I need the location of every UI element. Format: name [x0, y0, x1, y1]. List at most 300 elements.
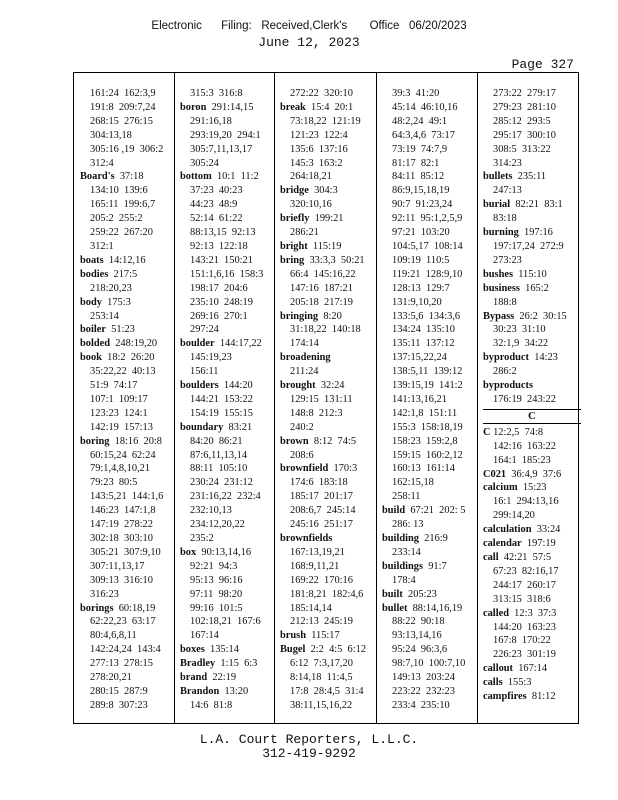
index-continuation: 134:10 139:6: [90, 185, 148, 197]
index-continuation: 95:24 96:3,6: [392, 644, 448, 656]
index-continuation: 52:14 61:22: [190, 213, 243, 225]
index-headword: body: [80, 296, 102, 308]
footer-phone: 312-419-9292: [262, 746, 356, 761]
index-headword: box: [180, 546, 197, 558]
index-page-refs: 165:2: [519, 282, 549, 294]
index-continuation: 158:23 159:2,8: [392, 435, 458, 447]
index-headword: bullets: [483, 171, 513, 183]
index-continuation: 102:18,21 167:6: [190, 616, 261, 628]
index-continuation: 253:14: [90, 310, 119, 322]
index-continuation: 272:22 320:10: [290, 88, 353, 99]
index-entry: [483, 379, 581, 393]
index-continuation: 268:15 276:15: [90, 115, 153, 127]
index-headword: broadening: [280, 352, 331, 364]
index-continuation: 92:13 122:18: [190, 240, 248, 252]
index-entry: [80, 602, 178, 616]
index-entry: [180, 337, 278, 351]
index-continuation: 312:1: [90, 240, 114, 252]
index-page-refs: 8:12 74:5: [308, 435, 357, 447]
index-continuation: 174:14: [290, 338, 319, 350]
index-headword: boring: [80, 435, 110, 447]
index-page-refs: 51:23: [105, 324, 135, 336]
index-continuation: 316:23: [90, 588, 119, 600]
index-continuation: 144:20 163:23: [493, 621, 556, 633]
index-continuation: 167:13,19,21: [290, 546, 345, 558]
index-column-1: [80, 87, 178, 713]
index-continuation: 286:21: [290, 227, 319, 239]
index-continuation: 235:2: [190, 533, 214, 544]
index-page-refs: 13:20: [219, 685, 249, 697]
index-continuation: 44:23 48:9: [190, 199, 238, 211]
index-entry: [382, 504, 480, 518]
index-page-refs: 291:14,15: [206, 101, 254, 113]
index-page-refs: 144:17,22: [214, 338, 262, 350]
index-continuation: 233:4 235:10: [392, 699, 450, 711]
index-entry: [280, 240, 378, 254]
index-entry: [483, 170, 581, 184]
index-continuation: 155:3 158:18,19: [392, 421, 463, 433]
index-page-refs: 10:1 11:2: [211, 171, 259, 183]
index-continuation: 169:22 170:16: [290, 574, 353, 586]
index-continuation: 142:19 157:13: [90, 421, 153, 433]
index-entry: [180, 379, 278, 393]
index-continuation: 98:7,10 100:7,10: [392, 658, 466, 670]
index-continuation: 315:3 316:8: [190, 88, 243, 99]
index-continuation: 235:10 248:19: [190, 296, 253, 308]
index-continuation: 67:23 82:16,17: [493, 565, 559, 577]
index-continuation: 161:24 162:3,9: [90, 88, 156, 99]
transcript-date: June 12, 2023: [258, 35, 360, 50]
index-entry: [80, 268, 178, 282]
index-continuation: 147:16 187:21: [290, 282, 353, 294]
index-continuation: 168:9,11,21: [290, 560, 340, 572]
index-continuation: 205:18 217:19: [290, 296, 353, 308]
index-continuation: 264:18,21: [290, 171, 332, 183]
index-headword: boiler: [80, 324, 106, 336]
index-continuation: 142:1,8 151:11: [392, 407, 458, 419]
index-headword: boxes: [180, 644, 205, 656]
index-continuation: 107:1 109:17: [90, 393, 148, 405]
index-page-refs: 235:11: [512, 171, 547, 183]
index-entry: [382, 532, 480, 546]
index-entry: [280, 184, 378, 198]
index-continuation: 123:23 124:1: [90, 407, 148, 419]
index-continuation: 79:23 80:5: [90, 477, 138, 489]
index-entry: [280, 212, 378, 226]
index-entry: [483, 523, 581, 537]
index-continuation: 139:15,19 141:2: [392, 380, 463, 392]
index-continuation: 84:20 86:21: [190, 435, 243, 447]
index-entry: [483, 268, 581, 282]
index-page-refs: 83:21: [223, 421, 253, 433]
index-continuation: 164:1 185:23: [493, 454, 551, 466]
index-continuation: 291:16,18: [190, 115, 232, 127]
index-continuation: 277:13 278:15: [90, 658, 153, 670]
index-continuation: 205:2 255:2: [90, 213, 143, 225]
index-continuation: 145:3 163:2: [290, 157, 343, 169]
index-headword: C: [483, 426, 491, 438]
index-continuation: 149:13 203:24: [392, 672, 455, 684]
index-continuation: 93:13,14,16: [392, 630, 442, 642]
index-entry: [280, 435, 378, 449]
index-continuation: 151:1,6,16 158:3: [190, 268, 264, 280]
index-continuation: 79:1,4,8,10,21: [90, 463, 151, 475]
index-entry: [280, 629, 378, 643]
index-continuation: 279:23 281:10: [493, 101, 556, 113]
index-page-refs: 115:17: [306, 630, 340, 642]
index-page-refs: 26:2 30:15: [514, 310, 567, 322]
index-page-refs: 217:5: [108, 268, 138, 280]
index-headword: bring: [280, 254, 305, 266]
index-continuation: 233:14: [392, 546, 421, 558]
index-entry: [483, 662, 581, 676]
index-entry: [180, 657, 278, 671]
index-continuation: 48:2,24 49:1: [392, 115, 448, 127]
index-continuation: 138:5,11 139:12: [392, 366, 463, 378]
index-continuation: 154:19 155:15: [190, 407, 253, 419]
index-continuation: 167:14: [190, 630, 219, 642]
index-headword: book: [80, 352, 102, 364]
index-entry: [382, 588, 480, 602]
index-page-refs: 32:24: [315, 380, 345, 392]
index-headword: briefly: [280, 213, 310, 225]
index-entry: [80, 170, 178, 184]
index-entry: [483, 537, 581, 551]
index-continuation: 143:5,21 144:1,6: [90, 491, 164, 503]
index-continuation: 295:17 300:10: [493, 129, 556, 141]
index-continuation: 313:15 318:6: [493, 593, 551, 605]
index-page-refs: 8:20: [318, 310, 342, 322]
index-continuation: 258:11: [392, 491, 421, 503]
filing-stamp: Electronic Filing: Received,Clerk's Office 06/20/2023: [151, 20, 467, 32]
index-continuation: 81:17 82:1: [392, 157, 440, 169]
index-continuation: 92:21 94:3: [190, 560, 238, 572]
index-headword: burning: [483, 227, 519, 239]
index-page-refs: 205:23: [402, 588, 437, 600]
index-continuation: 185:14,14: [290, 602, 332, 614]
index-continuation: 273:22 279:17: [493, 88, 556, 99]
index-continuation: 226:23 301:19: [493, 649, 556, 661]
index-entry: [483, 351, 581, 365]
index-headword: calls: [483, 677, 503, 689]
index-headword: call: [483, 552, 499, 563]
index-continuation: 131:9,10,20: [392, 296, 442, 308]
index-continuation: 17:8 28:4,5 31:4: [290, 685, 364, 697]
index-continuation: 88:11 105:10: [190, 463, 248, 475]
index-entry: [483, 676, 581, 690]
index-continuation: 137:15,22,24: [392, 352, 447, 364]
index-headword: called: [483, 607, 509, 619]
index-headword: Brandon: [180, 685, 220, 697]
index-page-refs: 248:19,20: [110, 338, 158, 350]
index-page-refs: 199:21: [309, 213, 344, 225]
index-continuation: 280:15 287:9: [90, 685, 148, 697]
index-continuation: 51:9 74:17: [90, 380, 138, 392]
index-continuation: 35:22,22 40:13: [90, 366, 156, 378]
index-continuation: 147:19 278:22: [90, 519, 153, 531]
index-continuation: 32:1,9 34:22: [493, 338, 549, 350]
index-page-refs: 167:14: [513, 663, 548, 675]
index-continuation: 309:13 316:10: [90, 574, 153, 586]
index-continuation: 73:19 74:7,9: [392, 143, 448, 155]
index-continuation: 297:24: [190, 324, 219, 336]
index-page-refs: 33:24: [531, 524, 561, 536]
index-continuation: 178:4: [392, 574, 416, 586]
index-continuation: 286:2: [493, 366, 517, 378]
index-continuation: 299:14,20: [493, 510, 535, 522]
index-continuation: 84:11 85:12: [392, 171, 445, 183]
index-entry: [280, 462, 378, 476]
index-continuation: 143:21 150:21: [190, 254, 253, 266]
index-page-refs: 12:2,5 74:8: [490, 426, 544, 438]
index-entry: [80, 351, 178, 365]
index-continuation: 6:12 7:3,17,20: [290, 658, 353, 670]
index-continuation: 8:14,18 11:4,5: [290, 672, 353, 684]
index-headword: byproducts: [483, 380, 534, 392]
index-headword: Bugel: [280, 644, 306, 656]
index-continuation: 90:7 91:23,24: [392, 199, 453, 211]
index-entry: [180, 685, 278, 699]
index-continuation: 88:22 90:18: [392, 616, 445, 628]
index-continuation: 86:9,15,18,19: [392, 185, 450, 197]
index-page-refs: 12:3 37:3: [508, 607, 557, 619]
index-continuation: 64:3,4,6 73:17: [392, 129, 455, 141]
index-entry: [280, 254, 378, 268]
index-continuation: 212:13 245:19: [290, 616, 353, 628]
index-headword: calendar: [483, 538, 522, 550]
index-continuation: 307:11,13,17: [90, 560, 145, 572]
index-page-refs: 18:16 20:8: [109, 435, 162, 447]
index-continuation: 148:8 212:3: [290, 407, 343, 419]
index-continuation: 73:18,22 121:19: [290, 115, 361, 127]
index-continuation: 305:7,11,13,17: [190, 143, 253, 155]
index-page-refs: 60:18,19: [113, 602, 156, 614]
index-continuation: 83:18: [493, 213, 517, 225]
index-page-refs: 22:19: [207, 672, 237, 684]
index-page-refs: 175:3: [101, 296, 131, 308]
index-page-refs: 155:3: [502, 677, 532, 689]
index-continuation: 302:18 303:10: [90, 533, 153, 544]
index-continuation: 142:16 163:22: [493, 440, 556, 452]
index-entry: [483, 282, 581, 296]
index-continuation: 45:14 46:10,16: [392, 101, 458, 113]
index-entry: [483, 426, 581, 440]
index-continuation: 285:12 293:5: [493, 115, 551, 127]
index-continuation: 308:5 313:22: [493, 143, 551, 155]
index-continuation: 88:13,15 92:13: [190, 227, 256, 239]
index-continuation: 245:16 251:17: [290, 519, 353, 531]
index-continuation: 244:17 260:17: [493, 579, 556, 591]
index-headword: bushes: [483, 268, 514, 280]
index-continuation: 247:13: [493, 185, 522, 197]
index-page-refs: 115:19: [307, 240, 342, 252]
index-continuation: 30:23 31:10: [493, 324, 546, 336]
index-headword: calculation: [483, 524, 532, 536]
index-entry: [80, 296, 178, 310]
index-continuation: 269:16 270:1: [190, 310, 248, 322]
index-headword: built: [382, 588, 403, 600]
index-continuation: 188:8: [493, 296, 517, 308]
index-continuation: 146:23 147:1,8: [90, 505, 156, 517]
index-entry: [483, 607, 581, 621]
index-column-3: [280, 87, 378, 713]
index-continuation: 87:6,11,13,14: [190, 449, 248, 461]
index-continuation: 230:24 231:12: [190, 477, 253, 489]
index-continuation: 234:12,20,22: [190, 519, 245, 531]
index-continuation: 109:19 110:5: [392, 254, 450, 266]
index-page-refs: 33:3,3 50:21: [304, 254, 365, 266]
index-continuation: 38:11,15,16,22: [290, 699, 353, 711]
index-headword: bolded: [80, 338, 111, 350]
index-headword: brand: [180, 672, 208, 684]
index-column-5: [483, 87, 581, 704]
index-continuation: 16:1 294:13,16: [493, 496, 559, 508]
index-entry: [280, 310, 378, 324]
index-headword: bottom: [180, 171, 212, 183]
index-continuation: 174:6 183:18: [290, 477, 348, 489]
index-continuation: 278:20,21: [90, 672, 132, 684]
index-headword: bodies: [80, 268, 109, 280]
footer-company: L.A. Court Reporters, L.L.C.: [199, 732, 419, 747]
index-entry: [180, 101, 278, 115]
index-continuation: 240:2: [290, 421, 314, 433]
index-continuation: 197:17,24 272:9: [493, 240, 564, 252]
index-continuation: 160:13 161:14: [392, 463, 455, 475]
index-entry: [483, 468, 581, 482]
index-headword: brown: [280, 435, 309, 447]
index-continuation: 176:19 243:22: [493, 393, 556, 405]
index-headword: bullet: [382, 602, 408, 614]
index-headword: Bradley: [180, 658, 216, 670]
index-headword: building: [382, 533, 419, 544]
index-continuation: 198:17 204:6: [190, 282, 248, 294]
index-headword: bringing: [280, 310, 319, 322]
index-continuation: 304:13,18: [90, 129, 132, 141]
index-continuation: 121:23 122:4: [290, 129, 348, 141]
index-continuation: 144:21 153:22: [190, 393, 253, 405]
index-entry: [483, 198, 581, 212]
index-continuation: 97:11 98:20: [190, 588, 243, 600]
index-page-refs: 170:3: [328, 463, 358, 475]
index-entry: [483, 310, 581, 324]
index-page-refs: 90:13,14,16: [196, 546, 252, 558]
index-entry: [280, 351, 378, 365]
index-page-refs: 37:18: [114, 171, 144, 183]
index-headword: bridge: [280, 185, 309, 197]
section-letter: C: [483, 409, 581, 424]
index-headword: boulders: [180, 380, 219, 392]
index-continuation: 208:6,7 245:14: [290, 505, 356, 517]
index-entry: [180, 546, 278, 560]
index-continuation: 211:24: [290, 366, 319, 378]
index-continuation: 142:24,24 143:4: [90, 644, 161, 656]
index-continuation: 273:23: [493, 254, 522, 266]
index-continuation: 39:3 41:20: [392, 88, 440, 99]
index-entry: [382, 560, 480, 574]
index-continuation: 191:8 209:7,24: [90, 101, 156, 113]
index-page-refs: 14:12,16: [103, 254, 146, 266]
index-entry: [483, 690, 581, 704]
index-entry: [483, 226, 581, 240]
index-headword: boulder: [180, 338, 215, 350]
index-continuation: 119:21 128:9,10: [392, 268, 463, 280]
index-headword: brought: [280, 380, 316, 392]
index-continuation: 31:18,22 140:18: [290, 324, 361, 336]
index-page-refs: 15:23: [517, 482, 547, 494]
index-continuation: 37:23 40:23: [190, 185, 243, 197]
index-continuation: 293:19,20 294:1: [190, 129, 261, 141]
index-continuation: 97:21 103:20: [392, 227, 450, 239]
index-continuation: 167:8 170:22: [493, 635, 551, 647]
index-page-refs: 18:2 26:20: [101, 352, 155, 364]
index-column-2: [180, 87, 278, 713]
index-continuation: 95:13 96:16: [190, 574, 243, 586]
index-continuation: 141:13,16,21: [392, 393, 447, 405]
index-headword: bright: [280, 240, 308, 252]
index-headword: brownfield: [280, 463, 329, 475]
index-entry: [483, 551, 581, 565]
index-continuation: 80:4,6,8,11: [90, 630, 137, 642]
index-headword: calcium: [483, 482, 518, 494]
index-entry: [483, 481, 581, 495]
index-continuation: 133:5,6 134:3,6: [392, 310, 461, 322]
index-headword: boats: [80, 254, 104, 266]
index-page-refs: 2:2 4:5 6:12: [305, 644, 367, 656]
index-continuation: 104:5,17 108:14: [392, 240, 463, 252]
index-entry: [180, 643, 278, 657]
index-continuation: 305:24: [190, 157, 219, 169]
index-headword: brush: [280, 630, 306, 642]
index-page-refs: 67:21 202: 5: [405, 505, 466, 517]
index-headword: boundary: [180, 421, 224, 433]
index-continuation: 259:22 267:20: [90, 227, 153, 239]
index-continuation: 223:22 232:23: [392, 685, 455, 697]
index-page-refs: 36:4,9 37:6: [506, 468, 562, 480]
index-page-refs: 135:14: [204, 644, 239, 656]
index-continuation: 232:10,13: [190, 505, 232, 517]
index-page-refs: 197:16: [518, 227, 553, 239]
index-page-refs: 82:21 83:1: [510, 199, 563, 211]
index-continuation: 99:16 101:5: [190, 602, 243, 614]
index-headword: brownfields: [280, 533, 333, 544]
index-continuation: 181:8,21 182:4,6: [290, 588, 364, 600]
index-page-refs: 197:19: [521, 538, 556, 550]
index-page-refs: 216:9: [418, 533, 448, 544]
index-page-refs: 144:20: [218, 380, 253, 392]
index-continuation: 162:15,18: [392, 477, 434, 489]
index-headword: build: [382, 505, 406, 517]
index-continuation: 286: 13: [392, 519, 424, 531]
index-continuation: 305:21 307:9,10: [90, 546, 161, 558]
index-headword: Board's: [80, 171, 115, 183]
index-headword: byproduct: [483, 352, 530, 364]
index-headword: borings: [80, 602, 114, 614]
index-page-refs: 15:4 20:1: [305, 101, 354, 113]
index-continuation: 128:13 129:7: [392, 282, 450, 294]
index-entry: [280, 101, 378, 115]
index-page-refs: 91:7: [423, 560, 447, 572]
index-continuation: 320:10,16: [290, 199, 332, 211]
index-continuation: 66:4 145:16,22: [290, 268, 356, 280]
index-headword: buildings: [382, 560, 424, 572]
index-entry: [80, 323, 178, 337]
index-headword: burial: [483, 199, 511, 211]
index-continuation: 135:6 137:16: [290, 143, 348, 155]
index-entry: [382, 602, 480, 616]
index-page-refs: 304:3: [308, 185, 338, 197]
index-column-4: [382, 87, 480, 713]
index-headword: business: [483, 282, 520, 294]
